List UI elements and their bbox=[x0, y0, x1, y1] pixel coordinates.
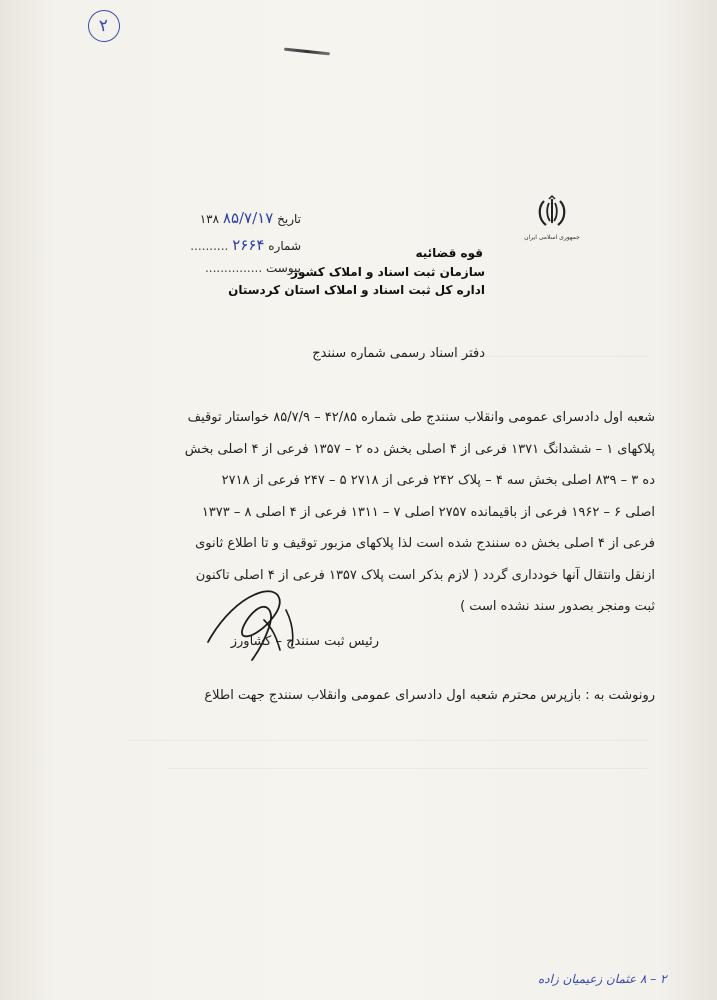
org-line-registration-org: سازمان ثبت اسناد و املاک کشور bbox=[291, 265, 485, 279]
body-line: ده ۳ – ۸۳۹ اصلی بخش سه ۴ – پلاک ۲۴۲ فرعی از ۲۷۱۸ ۵ – ۲۴۷ فرعی از ۲۷۱۸ bbox=[221, 473, 655, 488]
meta-number bbox=[190, 236, 301, 254]
bleed-through-line bbox=[167, 768, 647, 769]
letter-body bbox=[67, 402, 655, 623]
page-number: ۲ bbox=[86, 8, 122, 44]
body-line: اصلی ۶ – ۱۹۶۲ فرعی از باقیمانده ۲۷۵۷ اصلی ۷ – ۱۳۱۱ فرعی از ۴ اصلی ۸ – ۱۳۷۳ bbox=[201, 504, 655, 520]
number-label: شماره bbox=[268, 239, 301, 253]
staple-mark bbox=[284, 48, 330, 56]
handwritten-footnote: ۲ – ۸ عثمان زعیمیان زاده bbox=[538, 972, 667, 986]
body-line: فرعی از ۴ اصلی بخش ده سنندج شده است لذا پلاکهای مزبور توقیف و تا اطلاع ثانوی bbox=[195, 536, 655, 551]
body-line: پلاکهای ۱ – ششدانگ ۱۳۷۱ فرعی از ۴ اصلی بخش ده ۲ – ۱۳۵۷ فرعی از ۴ اصلی بخش bbox=[184, 441, 655, 457]
number-dots: .......... bbox=[190, 239, 229, 253]
body-line: ثبت ومنجر بصدور سند نشده است ) bbox=[460, 599, 655, 614]
org-line-provincial-office: اداره کل ثبت اسناد و املاک استان کردستان bbox=[228, 283, 485, 297]
meta-date bbox=[200, 209, 301, 227]
date-value: ۸۵/۷/۱۷ bbox=[222, 209, 274, 227]
meta-attachment bbox=[205, 261, 301, 275]
recipient-address: دفتر اسناد رسمی شماره سنندج bbox=[312, 346, 485, 361]
date-label: تاریخ bbox=[277, 212, 301, 226]
body-line: ازنقل وانتقال آنها خودداری گردد ( لازم بذکر است پلاک ۱۳۵۷ فرعی از ۴ اصلی تاکنون bbox=[195, 567, 655, 583]
handwritten-signature bbox=[200, 580, 330, 670]
signer-name: رئیس ثبت سنندج – کشاورز bbox=[230, 634, 379, 649]
emblem-icon bbox=[532, 193, 572, 233]
attachment-dots: ............... bbox=[204, 261, 263, 275]
date-prefix: ۱۳۸ bbox=[199, 212, 220, 226]
emblem-caption: جمهوری اسلامی ایران bbox=[524, 234, 580, 241]
attachment-label: پیوست bbox=[266, 261, 301, 275]
bleed-through-line bbox=[127, 740, 647, 741]
number-value: ۲۶۶۴ bbox=[232, 236, 265, 254]
org-line-judiciary: قوه قضائیه bbox=[415, 246, 483, 260]
copy-to: رونوشت به : بازپرس محترم شعبه اول دادسرای عمومی وانقلاب سنندج جهت اطلاع bbox=[204, 688, 655, 703]
body-line: شعبه اول دادسرای عمومی وانقلاب سنندج طی شماره ۴۲/۸۵ – ۸۵/۷/۹ خواستار توقیف bbox=[187, 410, 655, 425]
